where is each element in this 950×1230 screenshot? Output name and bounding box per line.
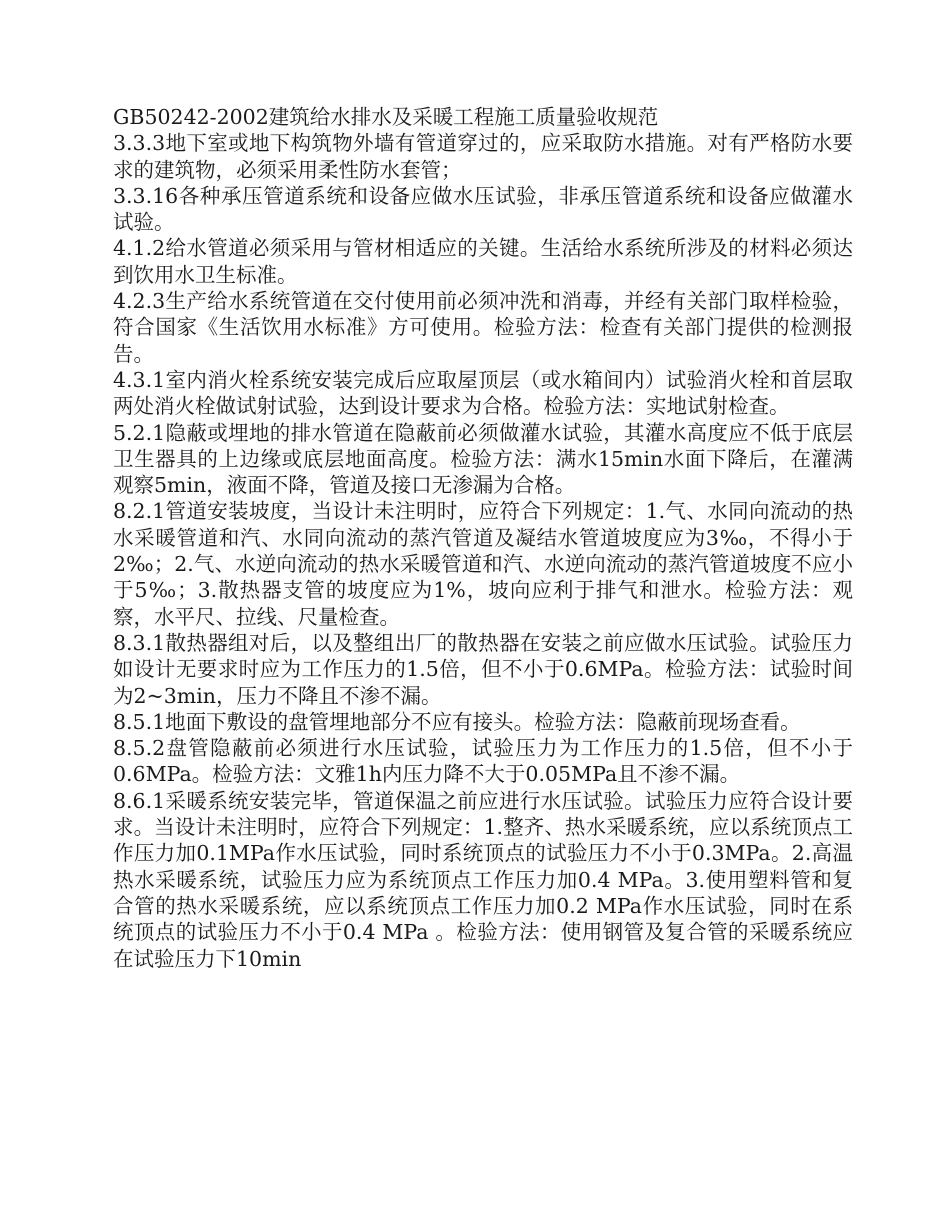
clause-3-3-16: 3.3.16各种承压管道系统和设备应做水压试验，非承压管道系统和设备应做灌水试验。 <box>113 183 853 235</box>
clause-4-3-1: 4.3.1室内消火栓系统安装完成后应取屋顶层（或水箱间内）试验消火栓和首层取两处消火栓做试射试验，达到设计要求为合格。检验方法：实地试射检查。 <box>113 367 853 419</box>
clause-3-3-3: 3.3.3地下室或地下构筑物外墙有管道穿过的，应采取防水措施。对有严格防水要求的建筑物，必须采用柔性防水套管； <box>113 131 853 182</box>
document-page <box>113 104 853 972</box>
clause-4-1-2: 4.1.2给水管道必须采用与管材相适应的关键。生活给水系统所涉及的材料必须达到饮用水卫生标准。 <box>113 236 853 287</box>
clause-5-2-1: 5.2.1隐蔽或埋地的排水管道在隐蔽前必须做灌水试验，其灌水高度应不低于底层卫生器具的上边缘或底层地面高度。检验方法：满水15min水面下降后，在灌满观察5min，液面不降，管道及接口无渗漏为合格。 <box>113 420 853 498</box>
clause-8-6-1: 8.6.1采暖系统安装完毕，管道保温之前应进行水压试验。试验压力应符合设计要求。当设计未注明时，应符合下列规定：1.整齐、热水采暖系统，应以系统顶点工作压力加0.1MPa作水压试验，同时系统顶点的试验压力不小于0.3MPa。2.高温热水采暖系统，试验压力应为系统顶点工作压力加0.4 MPa。3.使用塑料管和复合管的热水采暖系统，应以系统顶点工作压力加0.2 MPa作水压试验，同时在系统顶点的试验压力不小于0.4 MPa 。检验方法：使用钢管及复合管的采暖系统应在试验压力下10min <box>113 788 853 971</box>
clause-8-5-2: 8.5.2盘管隐蔽前必须进行水压试验，试验压力为工作压力的1.5倍，但不小于0.6MPa。检验方法：文雅1h内压力降不大于0.05MPa且不渗不漏。 <box>113 736 853 787</box>
clause-8-2-1: 8.2.1管道安装坡度，当设计未注明时，应符合下列规定：1.气、水同向流动的热水采暖管道和汽、水同向流动的蒸汽管道及凝结水管道坡度应为3‰，不得小于2‰；2.气、水逆向流动的热水采暖管道和汽、水逆向流动的蒸汽管道坡度不应小于5‰；3.散热器支管的坡度应为1%，坡向应利于排气和泄水。检验方法：观察，水平尺、拉线、尺量检查。 <box>113 499 853 629</box>
document-title: GB50242-2002建筑给水排水及采暖工程施工质量验收规范 <box>113 105 659 129</box>
clause-4-2-3: 4.2.3生产给水系统管道在交付使用前必须冲洗和消毒，并经有关部门取样检验，符合国家《生活饮用水标准》方可使用。检验方法：检查有关部门提供的检测报告。 <box>113 289 853 366</box>
clause-8-5-1: 8.5.1地面下敷设的盘管埋地部分不应有接头。检验方法：隐蔽前现场查看。 <box>113 709 801 734</box>
clause-8-3-1: 8.3.1散热器组对后，以及整组出厂的散热器在安装之前应做水压试验。试验压力如设计无要求时应为工作压力的1.5倍，但不小于0.6MPa。检验方法：试验时间为2~3min，压力不降且不渗不漏。 <box>113 630 853 708</box>
